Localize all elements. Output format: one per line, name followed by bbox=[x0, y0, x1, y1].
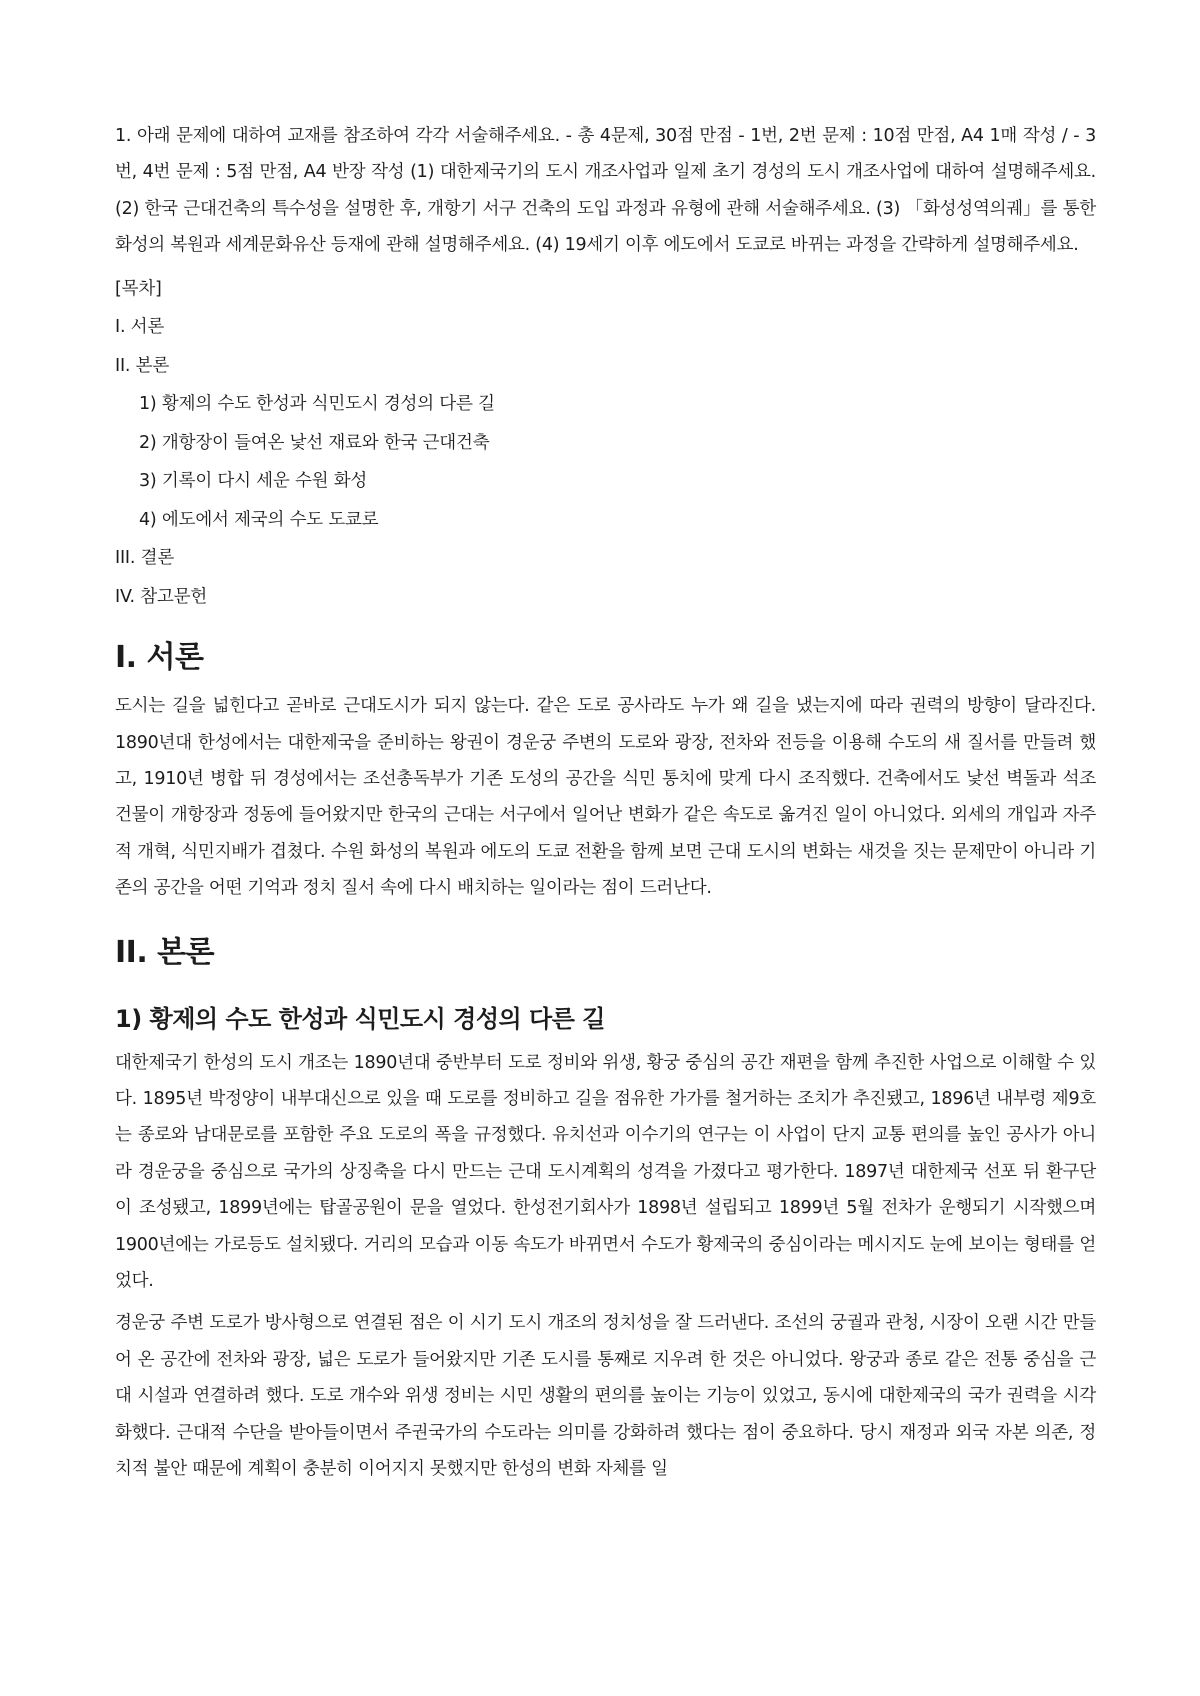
toc-item-intro: I. 서론 bbox=[115, 317, 165, 338]
toc-item-references: IV. 참고문헌 bbox=[115, 586, 208, 607]
assignment-question: 1. 아래 문제에 대하여 교재를 참조하여 각각 서술해주세요. - 총 4문제, 30점 만점 - 1번, 2번 문제 : 10점 만점, A4 1매 작성 / - 3번, 4번 문제 : 5점 만점, A4 반장 작성 (1) 대한제국기의 도시 개조사업과 일제 초기 경성의 도시 개조사업에 대하여 설명해주세요. (2) 한국 근대건축의 특수성을 설명한 후, 개항기 서구 건축의 도입 과정과 유형에 관해 서술해주세요. (3) 「화성성역의궤」를 통한 화성의 복원과 세계문화유산 등재에 관해 설명해주세요. (4) 19세기 이후 에도에서 도쿄로 바뀌는 과정을 간략하게 설명해주세요. bbox=[115, 126, 1096, 256]
toc-subitem-4: 4) 에도에서 제국의 수도 도쿄로 bbox=[139, 509, 379, 530]
toc-heading: [목차] bbox=[115, 278, 162, 299]
section-heading-intro: I. 서론 bbox=[115, 640, 204, 676]
section-heading-body: II. 본론 bbox=[115, 934, 215, 970]
toc-subitem-2: 2) 개항장이 들여온 낯선 재료와 한국 근대건축 bbox=[139, 432, 490, 453]
toc-item-body: II. 본론 bbox=[115, 355, 170, 376]
toc-subitem-1: 1) 황제의 수도 한성과 식민도시 경성의 다른 길 bbox=[139, 394, 495, 415]
toc-subitem-3: 3) 기록이 다시 세운 수원 화성 bbox=[139, 471, 368, 492]
body-paragraph-1: 대한제국기 한성의 도시 개조는 1890년대 중반부터 도로 정비와 위생, 황궁 중심의 공간 재편을 함께 추진한 사업으로 이해할 수 있다. 1895년 박정양이 내부대신으로 있을 때 도로를 정비하고 길을 점유한 가가를 철거하는 조치가 추진됐고, 1896년 내부령 제9호는 종로와 남대문로를 포함한 주요 도로의 폭을 규정했다. 유치선과 이수기의 연구는 이 사업이 단지 교통 편의를 높인 공사가 아니라 경운궁을 중심으로 국가의 상징축을 다시 만드는 근대 도시계획의 성격을 가졌다고 평가한다. 1897년 대한제국 선포 뒤 환구단이 조성됐고, 1899년에는 탑골공원이 문을 열었다. 한성전기회사가 1898년 설립되고 1899년 5월 전차가 운행되기 시작했으며 1900년에는 가로등도 설치됐다. 거리의 모습과 이동 속도가 바뀌면서 수도가 황제국의 중심이라는 메시지도 눈에 보이는 형태를 얻었다. bbox=[115, 1052, 1096, 1291]
toc-item-conclusion: III. 결론 bbox=[115, 548, 175, 569]
table-of-contents bbox=[115, 270, 1096, 617]
subsection-heading-1: 1) 황제의 수도 한성과 식민도시 경성의 다른 길 bbox=[115, 1004, 605, 1033]
intro-paragraph: 도시는 길을 넓힌다고 곧바로 근대도시가 되지 않는다. 같은 도로 공사라도 누가 왜 길을 냈는지에 따라 권력의 방향이 달라진다. 1890년대 한성에서는 대한제국을 준비하는 왕권이 경운궁 주변의 도로와 광장, 전차와 전등을 이용해 수도의 새 질서를 만들려 했고, 1910년 병합 뒤 경성에서는 조선총독부가 기존 도성의 공간을 식민 통치에 맞게 다시 조직했다. 건축에서도 낯선 벽돌과 석조 건물이 개항장과 정동에 들어왔지만 한국의 근대는 서구에서 일어난 변화가 같은 속도로 옮겨진 일이 아니었다. 외세의 개입과 자주적 개혁, 식민지배가 겹쳤다. 수원 화성의 복원과 에도의 도쿄 전환을 함께 보면 근대 도시의 변화는 새것을 짓는 문제만이 아니라 기존의 공간을 어떤 기억과 정치 질서 속에 다시 배치하는 일이라는 점이 드러난다. bbox=[115, 696, 1096, 899]
body-paragraph-2: 경운궁 주변 도로가 방사형으로 연결된 점은 이 시기 도시 개조의 정치성을 잘 드러낸다. 조선의 궁궐과 관청, 시장이 오랜 시간 만들어 온 공간에 전차와 광장, 넓은 도로가 들어왔지만 기존 도시를 통째로 지우려 한 것은 아니었다. 왕궁과 종로 같은 전통 중심을 근대 시설과 연결하려 했다. 도로 개수와 위생 정비는 시민 생활의 편의를 높이는 기능이 있었고, 동시에 대한제국의 국가 권력을 시각화했다. 근대적 수단을 받아들이면서 주권국가의 수도라는 의미를 강화하려 했다는 점이 중요하다. 당시 재정과 외국 자본 의존, 정치적 불안 때문에 계획이 충분히 이어지지 못했지만 한성의 변화 자체를 일 bbox=[115, 1313, 1096, 1480]
